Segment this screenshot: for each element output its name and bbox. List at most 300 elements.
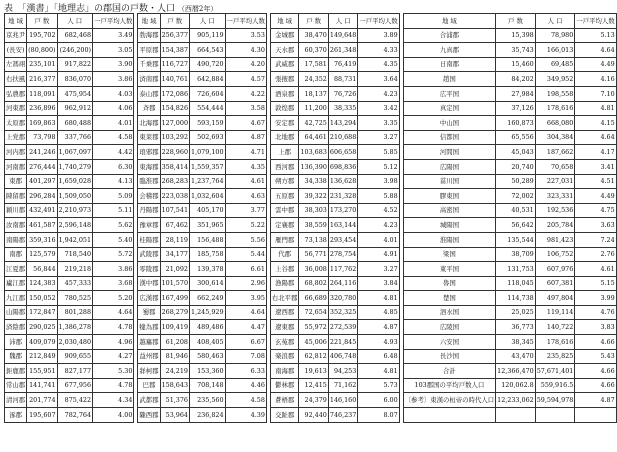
cell-households: 167,499 [160, 291, 189, 306]
table-row [270, 130, 399, 145]
cell-households: 81,946 [160, 349, 189, 364]
table-row [403, 335, 616, 350]
cell-ratio: 4.64 [225, 305, 266, 320]
cell-region: 豫章郡 [138, 218, 160, 233]
table-row [5, 174, 134, 189]
cell-ratio: 3.49 [93, 28, 134, 43]
table-row [5, 86, 134, 101]
cell-households: 17,581 [299, 57, 328, 72]
cell-households: 236,896 [27, 101, 57, 116]
table-row [270, 145, 399, 160]
cell-ratio: 7.24 [575, 232, 616, 247]
cell-ratio: 3.83 [575, 320, 616, 335]
table-row [403, 393, 616, 408]
cell-region: 東郡 [5, 174, 27, 189]
cell-region: 梁国 [403, 247, 495, 262]
cell-population: 827,177 [57, 364, 93, 379]
cell-region: 泗水国 [403, 305, 495, 320]
cell-population: 304,384 [535, 130, 575, 145]
cell-region: 酒泉郡 [270, 86, 299, 101]
cell-region: (長安) [5, 43, 27, 58]
cell-population: 235,825 [535, 349, 575, 364]
cell-population: 210,688 [328, 130, 357, 145]
table-row [5, 276, 134, 291]
cell-population: 405,170 [190, 203, 226, 218]
cell-region: 斉郡 [138, 101, 160, 116]
cell-region: 楚国 [403, 291, 495, 306]
cell-region: 太原郡 [5, 116, 27, 131]
cell-population: 905,119 [190, 28, 226, 43]
table-row [5, 305, 134, 320]
cell-households: 28,119 [160, 232, 189, 247]
cell-population: 219,218 [57, 262, 93, 277]
cell-households: 241,246 [27, 145, 57, 160]
cell-households: 118,091 [27, 86, 57, 101]
cell-region: 朔方郡 [270, 174, 299, 189]
cell-ratio: 3.86 [93, 262, 134, 277]
cell-ratio: 5.09 [93, 189, 134, 204]
cell-ratio: 4.87 [225, 130, 266, 145]
cell-population: 185,758 [190, 247, 226, 262]
cell-region: 越巂郡 [138, 335, 160, 350]
cell-region: 城陽国 [403, 218, 495, 233]
cell-ratio: 4.00 [93, 408, 134, 423]
table-row [270, 393, 399, 408]
table-row [270, 101, 399, 116]
cell-population: 76,726 [328, 86, 357, 101]
cell-households: 154,387 [160, 43, 189, 58]
cell-population: 606,658 [328, 145, 357, 160]
cell-ratio: 6.00 [358, 393, 399, 408]
cell-households: 235,101 [27, 57, 57, 72]
cell-region: 雁門郡 [270, 232, 299, 247]
cell-region [403, 408, 495, 423]
cell-households: 169,863 [27, 116, 57, 131]
cell-population: 708,148 [190, 378, 226, 393]
cell-population: 726,604 [190, 86, 226, 101]
cell-ratio: 8.07 [358, 408, 399, 423]
table-row [270, 378, 399, 393]
cell-population: 917,822 [57, 57, 93, 72]
cell-region: 清河郡 [5, 393, 27, 408]
cell-region: 済南郡 [138, 72, 160, 87]
cell-population: 406,748 [328, 349, 357, 364]
cell-ratio: 4.35 [358, 57, 399, 72]
cell-households: 92,440 [299, 408, 328, 423]
cell-households: 35,743 [496, 43, 536, 58]
cell-population: 2,210,973 [57, 203, 93, 218]
cell-region: 犍為郡 [138, 320, 160, 335]
cell-households: 120,062.8 [496, 378, 536, 393]
cell-ratio: 7.10 [575, 86, 616, 101]
cell-population: 106,752 [535, 247, 575, 262]
cell-households: 359,316 [27, 232, 57, 247]
cell-ratio: 4.87 [358, 320, 399, 335]
cell-households: 461,587 [27, 218, 57, 233]
table-header-row [403, 14, 616, 29]
cell-region: 玄菟郡 [270, 335, 299, 350]
cell-households: 12,233,062 [496, 393, 536, 408]
cell-population: 231,328 [328, 189, 357, 204]
cell-region: 河間国 [403, 145, 495, 160]
cell-households: 42,725 [299, 116, 328, 131]
cell-region: 右扶風 [5, 72, 27, 87]
cell-ratio [575, 408, 616, 423]
cell-ratio: 4.71 [225, 145, 266, 160]
table-row [138, 116, 266, 131]
cell-ratio: 4.35 [225, 159, 266, 174]
table-row [5, 393, 134, 408]
cell-households [496, 408, 536, 423]
cell-region: 敦煌郡 [270, 101, 299, 116]
header-region: 地 域 [138, 14, 160, 29]
cell-population: 664,543 [190, 43, 226, 58]
header-ratio: 一戸平均人数 [93, 14, 134, 29]
table-row [403, 145, 616, 160]
cell-region: 武陵郡 [138, 247, 160, 262]
cell-region: 103郡国の平均戸数人口 [403, 378, 495, 393]
cell-households: 124,383 [27, 276, 57, 291]
cell-region: 広漢郡 [138, 291, 160, 306]
table-row [138, 247, 266, 262]
cell-population: 502,693 [190, 130, 226, 145]
table-row [270, 203, 399, 218]
cell-population: 236,824 [190, 408, 226, 423]
cell-households: 103,683 [299, 145, 328, 160]
cell-population: 156,488 [190, 232, 226, 247]
table-row [5, 101, 134, 116]
table-row [138, 189, 266, 204]
table-row [270, 320, 399, 335]
cell-population: 320,780 [328, 291, 357, 306]
cell-population: 909,655 [57, 349, 93, 364]
cell-region: 益州郡 [138, 349, 160, 364]
cell-region: 代郡 [270, 247, 299, 262]
table-row [5, 189, 134, 204]
cell-region: 潁川郡 [5, 203, 27, 218]
cell-ratio: 4.33 [358, 43, 399, 58]
cell-population: 337,766 [57, 130, 93, 145]
cell-ratio: 5.11 [93, 203, 134, 218]
cell-households: 290,025 [27, 320, 57, 335]
table-row [5, 159, 134, 174]
cell-region: 武威郡 [270, 57, 299, 72]
cell-population: 187,662 [535, 145, 575, 160]
cell-households: 154,826 [160, 101, 189, 116]
cell-population: 59,594,978 [535, 393, 575, 408]
cell-ratio: 4.34 [93, 393, 134, 408]
cell-ratio: 4.57 [225, 72, 266, 87]
cell-population: 593,159 [190, 116, 226, 131]
cell-region: 遼西郡 [270, 305, 299, 320]
cell-population: 554,444 [190, 101, 226, 116]
table-row [403, 72, 616, 87]
cell-region: 趙国 [403, 72, 495, 87]
cell-region: 広陵国 [403, 320, 495, 335]
cell-households: 160,873 [496, 116, 536, 131]
table-row [138, 72, 266, 87]
cell-region: 北海郡 [138, 116, 160, 131]
cell-population: 323,331 [535, 189, 575, 204]
table-row [403, 364, 616, 379]
cell-population: 76,419 [328, 57, 357, 72]
cell-households: 84,202 [496, 72, 536, 87]
cell-households: 60,370 [299, 43, 328, 58]
cell-ratio: 2.96 [225, 276, 266, 291]
table-row [5, 335, 134, 350]
cell-ratio: 4.20 [225, 57, 266, 72]
cell-region: 牂柯郡 [138, 364, 160, 379]
header-ratio: 一戸平均人数 [225, 14, 266, 29]
table-row [138, 203, 266, 218]
header-region: 地 域 [270, 14, 299, 29]
cell-households: 212,849 [27, 349, 57, 364]
cell-households: 256,377 [160, 28, 189, 43]
cell-ratio: 4.63 [225, 189, 266, 204]
cell-population: 680,488 [57, 116, 93, 131]
cell-population: 278,754 [328, 247, 357, 262]
header-ratio: 一戸平均人数 [358, 14, 399, 29]
cell-population: 235,560 [190, 393, 226, 408]
cell-ratio: 3.27 [358, 262, 399, 277]
table-block-3 [270, 13, 400, 423]
cell-ratio: 4.87 [575, 393, 616, 408]
cell-ratio: 6.61 [225, 262, 266, 277]
table-row [138, 291, 266, 306]
cell-ratio: 4.93 [358, 335, 399, 350]
table-row [403, 320, 616, 335]
table-row [138, 130, 266, 145]
cell-households: 101,570 [160, 276, 189, 291]
cell-region: 九江郡 [5, 291, 27, 306]
cell-households: 24,352 [299, 72, 328, 87]
cell-ratio: 5.20 [93, 291, 134, 306]
cell-region: 遼東郡 [270, 320, 299, 335]
table-row [5, 43, 134, 58]
table-row [403, 130, 616, 145]
cell-region: 東莱郡 [138, 130, 160, 145]
cell-region: 蜀郡 [138, 305, 160, 320]
cell-population: 1,559,357 [190, 159, 226, 174]
header-households: 戸 数 [299, 14, 328, 29]
cell-ratio: 4.47 [225, 320, 266, 335]
cell-region: 天水郡 [270, 43, 299, 58]
table-row [138, 86, 266, 101]
table-block-4 [403, 13, 617, 423]
cell-ratio: 3.95 [225, 291, 266, 306]
cell-population: 57,671,401 [535, 364, 575, 379]
cell-region: 東平国 [403, 262, 495, 277]
cell-region: 巴郡 [138, 378, 160, 393]
cell-ratio: 5.56 [225, 232, 266, 247]
cell-ratio: 6.67 [225, 335, 266, 350]
cell-ratio: 4.78 [93, 320, 134, 335]
cell-households: 358,414 [160, 159, 189, 174]
table-row [403, 349, 616, 364]
cell-ratio: 6.48 [358, 349, 399, 364]
table-row [270, 86, 399, 101]
cell-ratio: 4.58 [225, 393, 266, 408]
cell-population: 607,381 [535, 276, 575, 291]
cell-region: 涿郡 [5, 408, 27, 423]
cell-population: 698,836 [328, 159, 357, 174]
table-row [403, 408, 616, 423]
cell-households: 68,802 [299, 276, 328, 291]
cell-households: 216,377 [27, 72, 57, 87]
cell-ratio: 5.22 [225, 218, 266, 233]
table-header-row [5, 14, 134, 29]
cell-ratio: 4.52 [358, 203, 399, 218]
cell-households: 172,086 [160, 86, 189, 101]
table-row [5, 57, 134, 72]
cell-ratio: 4.85 [358, 305, 399, 320]
cell-ratio: 4.49 [575, 57, 616, 72]
cell-region: 膠東国 [403, 189, 495, 204]
table-row [270, 116, 399, 131]
cell-households: 65,556 [496, 130, 536, 145]
cell-region: 長沙国 [403, 349, 495, 364]
cell-households: 72,002 [496, 189, 536, 204]
header-region: 地 域 [5, 14, 27, 29]
cell-households: 19,613 [299, 364, 328, 379]
cell-households: 40,531 [496, 203, 536, 218]
cell-ratio: 3.99 [575, 291, 616, 306]
cell-households: 296,284 [27, 189, 57, 204]
cell-households: 172,847 [27, 305, 57, 320]
cell-households: 18,137 [299, 86, 328, 101]
cell-ratio: 4.61 [225, 174, 266, 189]
cell-ratio: 4.06 [93, 101, 134, 116]
cell-ratio: 3.53 [225, 28, 266, 43]
cell-households: 34,338 [299, 174, 328, 189]
cell-ratio: 4.16 [575, 72, 616, 87]
cell-households: 158,643 [160, 378, 189, 393]
table-row [5, 72, 134, 87]
cell-households: 43,470 [496, 349, 536, 364]
cell-households: 114,738 [496, 291, 536, 306]
cell-region: 鉅鹿郡 [5, 364, 27, 379]
cell-households: 73,138 [299, 232, 328, 247]
cell-population: (246,200) [57, 43, 93, 58]
table-row [5, 203, 134, 218]
cell-households: 51,376 [160, 393, 189, 408]
table-row [403, 159, 616, 174]
cell-region: 琅邪郡 [138, 145, 160, 160]
cell-households: 268,279 [160, 305, 189, 320]
cell-region: 南海郡 [270, 364, 299, 379]
table-row [138, 393, 266, 408]
cell-ratio: 4.81 [358, 291, 399, 306]
cell-ratio: 3.35 [358, 116, 399, 131]
cell-region: 江夏郡 [5, 262, 27, 277]
cell-ratio: 4.66 [575, 364, 616, 379]
cell-households: 11,200 [299, 101, 328, 116]
cell-population: 300,614 [190, 276, 226, 291]
table-row [403, 43, 616, 58]
table-row [138, 159, 266, 174]
cell-population: 178,616 [535, 101, 575, 116]
cell-ratio: 5.43 [575, 349, 616, 364]
cell-households: 432,491 [27, 203, 57, 218]
cell-region: 真定国 [403, 101, 495, 116]
cell-ratio: 4.78 [93, 378, 134, 393]
table-row [138, 364, 266, 379]
table-row [270, 247, 399, 262]
cell-region: 平原郡 [138, 43, 160, 58]
table-row [138, 349, 266, 364]
cell-region: 楽浪郡 [270, 349, 299, 364]
cell-households: 64,461 [299, 130, 328, 145]
cell-households: 72,654 [299, 305, 328, 320]
table-row [403, 174, 616, 189]
cell-ratio: 5.62 [93, 218, 134, 233]
cell-ratio: 4.23 [358, 218, 399, 233]
cell-region: 河内郡 [5, 145, 27, 160]
table-row [270, 159, 399, 174]
table-row [403, 247, 616, 262]
cell-households: 55,972 [299, 320, 328, 335]
cell-ratio: 4.46 [225, 378, 266, 393]
cell-population: 261,348 [328, 43, 357, 58]
cell-population: 475,954 [57, 86, 93, 101]
cell-population: 408,405 [190, 335, 226, 350]
cell-population: 981,423 [535, 232, 575, 247]
cell-population: 1,386,278 [57, 320, 93, 335]
cell-ratio: 5.73 [358, 378, 399, 393]
cell-region: 会稽郡 [138, 189, 160, 204]
cell-region: 南郡 [5, 247, 27, 262]
cell-population: 1,079,100 [190, 145, 226, 160]
cell-households: 61,208 [160, 335, 189, 350]
table-row [138, 57, 266, 72]
table-row [403, 378, 616, 393]
cell-region: 隴西郡 [138, 408, 160, 423]
cell-households: 195,702 [27, 28, 57, 43]
cell-households: 56,844 [27, 262, 57, 277]
cell-population: 801,288 [57, 305, 93, 320]
cell-households: 56,771 [299, 247, 328, 262]
cell-ratio: 3.41 [575, 159, 616, 174]
table-row [5, 145, 134, 160]
cell-region: 安定郡 [270, 116, 299, 131]
cell-ratio: 4.64 [93, 305, 134, 320]
cell-households: 15,460 [496, 57, 536, 72]
cell-ratio: 4.27 [93, 349, 134, 364]
cell-ratio: 6.33 [225, 364, 266, 379]
cell-population: 140,722 [535, 320, 575, 335]
cell-households: 45,043 [496, 145, 536, 160]
cell-ratio: 4.39 [225, 408, 266, 423]
cell-region: 菑川国 [403, 174, 495, 189]
cell-ratio: 5.72 [93, 247, 134, 262]
cell-ratio: 4.64 [575, 43, 616, 58]
cell-households: 150,052 [27, 291, 57, 306]
cell-ratio: 7.08 [225, 349, 266, 364]
table-row [5, 262, 134, 277]
cell-population: 782,764 [57, 408, 93, 423]
cell-region: 弘農郡 [5, 86, 27, 101]
cell-population: 580,463 [190, 349, 226, 364]
cell-ratio: 4.42 [93, 145, 134, 160]
cell-households: 20,740 [496, 159, 536, 174]
table-header-row [270, 14, 399, 29]
cell-ratio: 3.63 [575, 218, 616, 233]
cell-region: 臨淮郡 [138, 174, 160, 189]
cell-ratio: 3.27 [358, 130, 399, 145]
cell-population: 192,536 [535, 203, 575, 218]
cell-population: 489,486 [190, 320, 226, 335]
cell-households: 24,379 [299, 393, 328, 408]
